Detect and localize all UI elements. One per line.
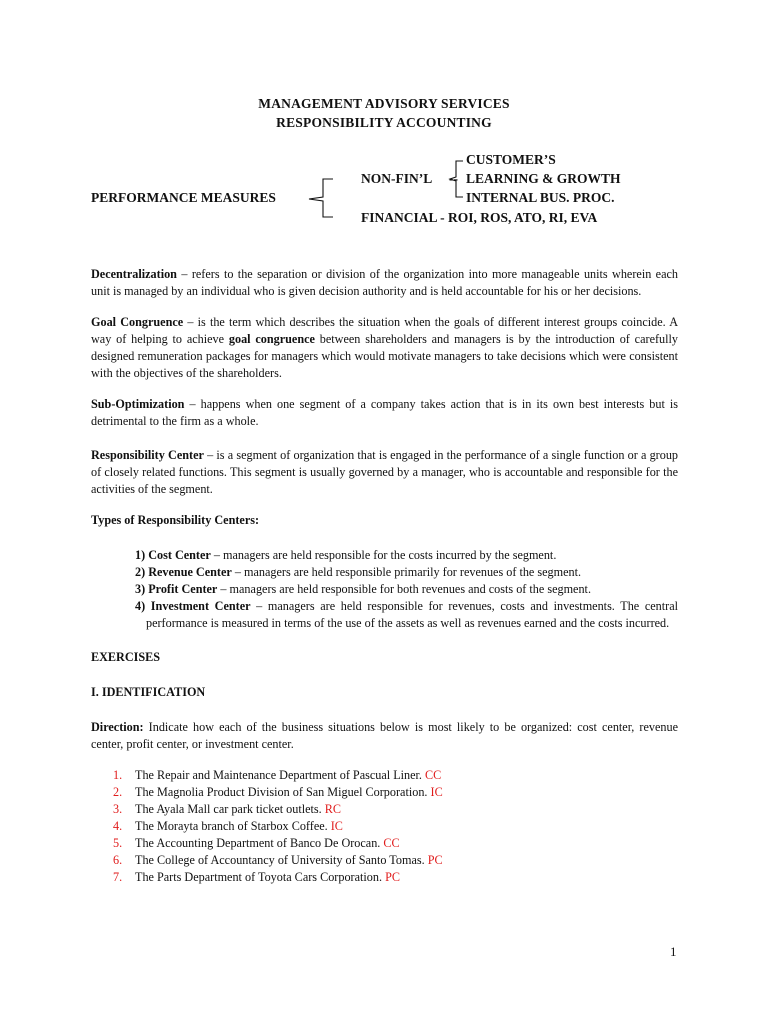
question-text: The Repair and Maintenance Department of Pascual Liner.: [135, 768, 422, 782]
list-item: [135, 547, 678, 564]
question-number: 6.: [113, 853, 123, 867]
definition-text: between shareholders and managers is by the introduction of carefully designed remuneration packages for managers which would motivate managers to take decisions which were consistent with the objectives of the shareholders.: [91, 332, 678, 380]
item-number: 2): [135, 565, 146, 579]
document-header: [0, 94, 768, 132]
decentralization-definition: [91, 266, 678, 300]
diagram-nonfin-item: CUSTOMER’S: [466, 152, 556, 167]
direction-label: Direction:: [91, 720, 144, 734]
question-text: The Parts Department of Toyota Cars Corporation.: [135, 870, 383, 884]
item-desc: – managers are held responsible for revenues, costs and investments. The central performance is measured in terms of the use of the assets as well as revenues earned and the costs incurred.: [146, 599, 679, 630]
document-body: [91, 266, 678, 886]
term: Decentralization: [91, 267, 177, 281]
list-item: [135, 581, 678, 598]
definition-text: – refers to the separation or division of the organization into more manageable units wherein each unit is managed by an individual who is given decision authority and is held accountable for his or her decisions.: [91, 267, 678, 298]
list-item: [113, 784, 678, 801]
list-item: [113, 767, 678, 784]
list-item: [113, 801, 678, 818]
item-name: Revenue Center: [148, 565, 232, 579]
question-text: The Morayta branch of Starbox Coffee.: [135, 819, 328, 833]
term: Sub-Optimization: [91, 397, 185, 411]
answer-label: RC: [324, 802, 342, 816]
definition-text: – is the term which describes the situation when the goals of different interest groups coincide. A way of helping to achieve: [91, 315, 679, 346]
diagram-financial-label: FINANCIAL - ROI, ROS, ATO, RI, EVA: [361, 210, 598, 225]
item-number: 4): [135, 599, 146, 613]
item-number: 3): [135, 582, 146, 596]
answer-label: CC: [383, 836, 400, 850]
item-name: Cost Center: [148, 548, 211, 562]
diagram-nonfin-item: LEARNING & GROWTH: [466, 171, 621, 186]
list-item: [113, 835, 678, 852]
direction-text: [91, 719, 678, 753]
questions-list: [91, 767, 678, 886]
item-desc: – managers are held responsible for the costs incurred by the segment.: [210, 548, 557, 562]
term: Responsibility Center: [91, 448, 204, 462]
question-number: 7.: [113, 870, 123, 884]
answer-label: CC: [425, 768, 442, 782]
list-item: [135, 598, 678, 632]
question-text: The College of Accountancy of University of Santo Tomas.: [135, 853, 425, 867]
answer-label: IC: [430, 785, 443, 799]
answer-label: PC: [427, 853, 443, 867]
diagram-nonfin-label: NON-FIN’L: [361, 171, 433, 186]
term: Goal Congruence: [91, 315, 184, 329]
list-item: [135, 564, 678, 581]
question-text: The Accounting Department of Banco De Orocan.: [135, 836, 381, 850]
direction-body: Indicate how each of the business situations below is most likely to be organized: cost center, revenue center, profit center, or investment center.: [91, 720, 678, 751]
question-number: 5.: [113, 836, 123, 850]
section-heading: I. IDENTIFICATION: [91, 685, 206, 699]
list-item: [113, 869, 678, 886]
goal-congruence-definition: [91, 314, 678, 382]
performance-measures-diagram: [0, 150, 768, 240]
item-name: Profit Center: [148, 582, 218, 596]
list-item: [113, 852, 678, 869]
responsibility-center-definition: [91, 447, 678, 498]
diagram-connector: --: [449, 171, 458, 186]
definition-text: – happens when one segment of a company takes action that is in its own best interests but is detrimental to the firm as a whole.: [91, 397, 678, 428]
item-number: 1): [135, 548, 146, 562]
types-heading: Types of Responsibility Centers:: [91, 513, 260, 527]
question-number: 3.: [113, 802, 123, 816]
item-desc: – managers are held responsible primarily for revenues of the segment.: [231, 565, 582, 579]
item-desc: – managers are held responsible for both revenues and costs of the segment.: [217, 582, 591, 596]
answer-label: PC: [385, 870, 400, 884]
document-title: MANAGEMENT ADVISORY SERVICES: [258, 96, 510, 111]
diagram-nonfin-item: INTERNAL BUS. PROC.: [466, 190, 615, 205]
exercises-heading: EXERCISES: [91, 650, 161, 664]
types-list: [91, 547, 678, 632]
question-number: 2.: [113, 785, 123, 799]
emphasis: goal congruence: [228, 332, 315, 346]
answer-label: IC: [330, 819, 343, 833]
question-number: 1.: [113, 768, 123, 782]
item-name: Investment Center: [150, 599, 251, 613]
question-text: The Magnolia Product Division of San Miguel Corporation.: [135, 785, 428, 799]
page-number: 1: [670, 944, 677, 959]
sub-optimization-definition: [91, 396, 678, 430]
diagram-root-label: PERFORMANCE MEASURES: [91, 190, 276, 205]
question-number: 4.: [113, 819, 123, 833]
list-item: [113, 818, 678, 835]
definition-text: – is a segment of organization that is engaged in the performance of a single function or a group of closely related functions. This segment is usually governed by a manager, who is accountable and responsible for the activities of the segment.: [91, 448, 679, 496]
document-subtitle: RESPONSIBILITY ACCOUNTING: [276, 115, 492, 130]
question-text: The Ayala Mall car park ticket outlets.: [135, 802, 322, 816]
